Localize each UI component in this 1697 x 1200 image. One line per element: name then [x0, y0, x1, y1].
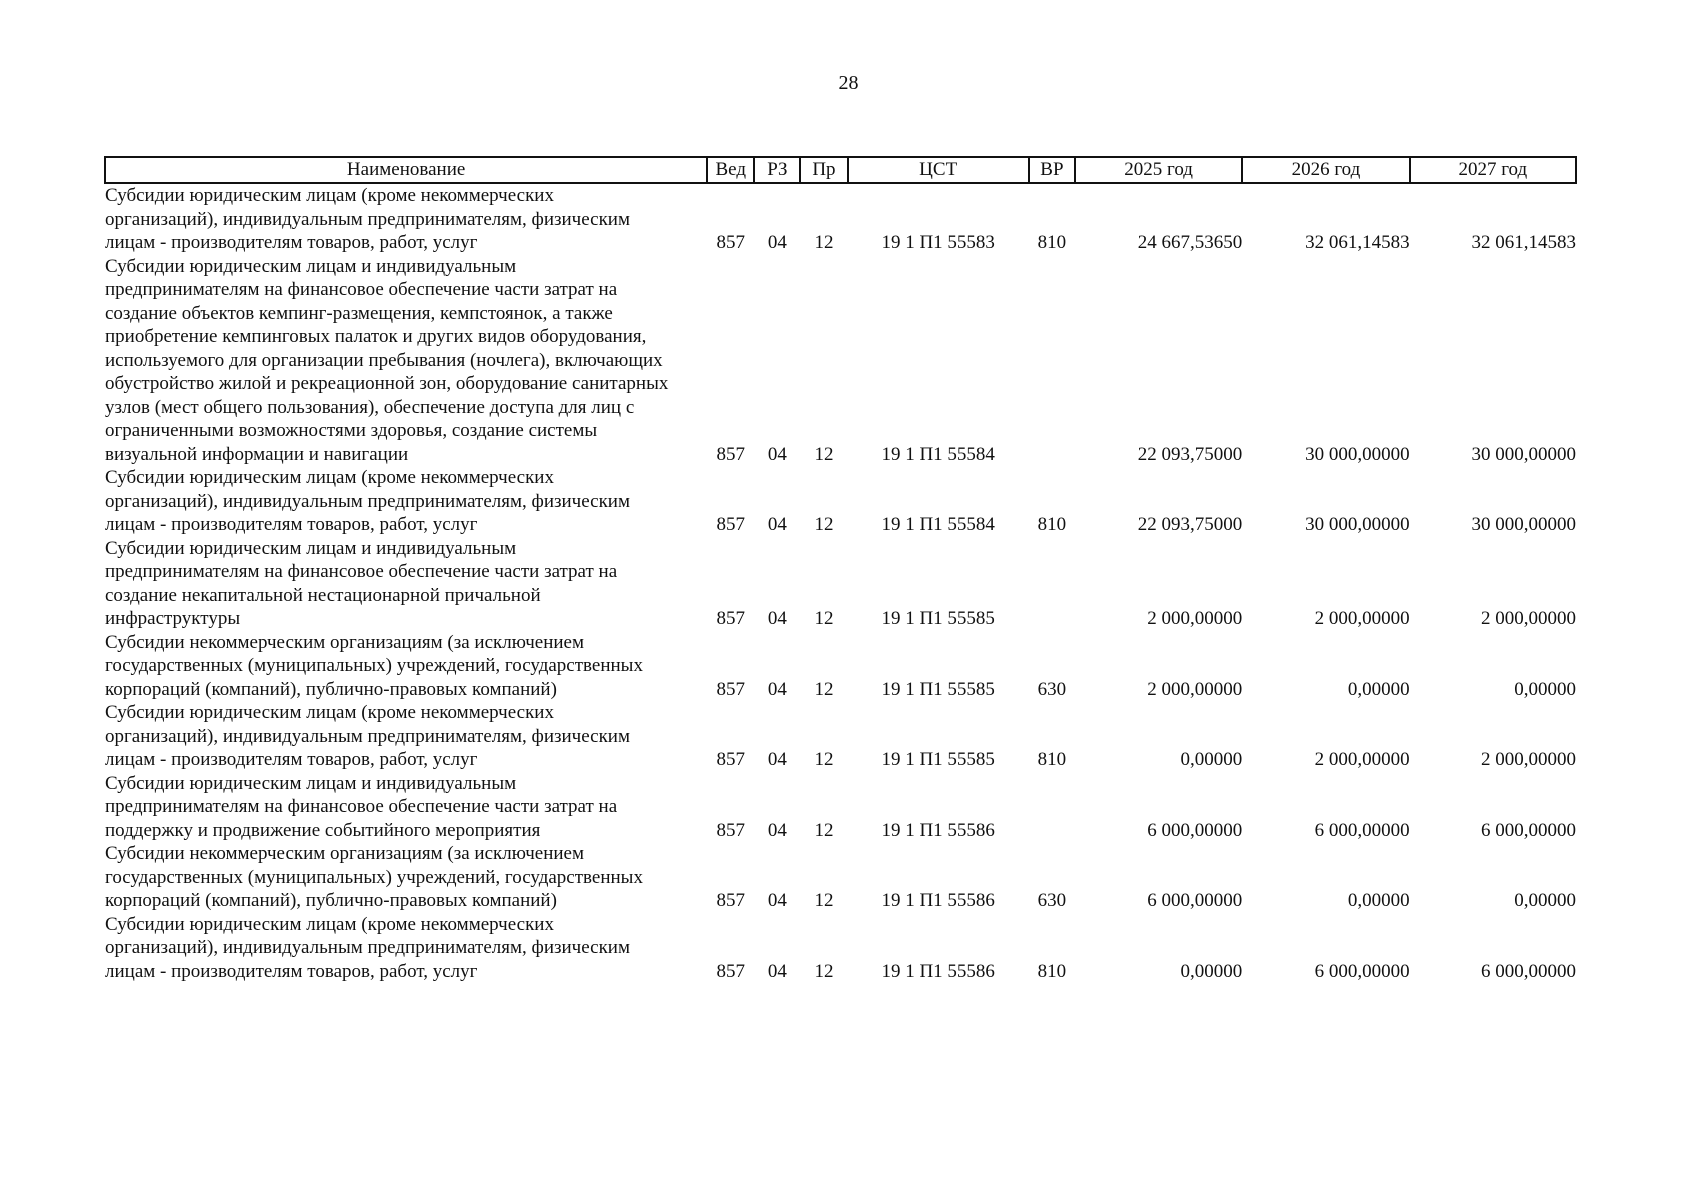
name-line: создание объектов кемпинг-размещения, кемпстоянок, а также: [105, 302, 613, 324]
cell-cst: 19 1 П1 55585: [881, 749, 995, 770]
table-body: [105, 183, 1576, 983]
cell-pr: 12: [814, 443, 834, 465]
cell-rz: 04: [767, 960, 787, 982]
table-row: [105, 772, 1576, 843]
cell-rz: 04: [767, 443, 787, 465]
name-line: Субсидии юридическим лицам (кроме некоммерческих: [105, 185, 554, 206]
cell-2026: 0,00000: [1347, 890, 1410, 911]
cell-ved: 857: [716, 608, 746, 629]
table-row: [105, 913, 1576, 984]
cell-2025: 24 667,53650: [1137, 232, 1243, 253]
name-line: организаций), индивидуальным предпринимателям, физическим: [105, 937, 630, 958]
name-line: приобретение кемпинговых палаток и других видов оборудования,: [105, 326, 647, 347]
cell-vr: 810: [1037, 232, 1067, 253]
header-2025: 2025 год: [1075, 157, 1242, 183]
table-row: [105, 466, 1576, 537]
cell-name: [105, 183, 707, 255]
name-line: лицам - производителям товаров, работ, услуг: [105, 514, 478, 535]
name-line: предпринимателям на финансовое обеспечение части затрат на: [105, 796, 618, 817]
cell-2025: 0,00000: [1180, 749, 1243, 770]
cell-2025: 6 000,00000: [1147, 890, 1243, 911]
name-line: инфраструктуры: [105, 608, 241, 629]
cell-2025: 22 093,75000: [1137, 443, 1243, 465]
name-line: государственных (муниципальных) учреждений, государственных: [105, 655, 643, 676]
header-pr: Пр: [800, 157, 847, 183]
name-line: Субсидии юридическим лицам и индивидуальным: [105, 255, 517, 277]
cell-ved: 857: [716, 232, 746, 253]
name-line: Субсидии юридическим лицам (кроме некоммерческих: [105, 702, 554, 723]
cell-pr: 12: [814, 514, 834, 535]
cell-cst: 19 1 П1 55586: [881, 819, 995, 841]
cell-ved: 857: [716, 678, 746, 700]
page-number: 28: [838, 72, 859, 94]
cell-rz: 04: [767, 819, 787, 841]
header-ved: Вед: [707, 157, 754, 183]
cell-pr: 12: [814, 232, 834, 253]
cell-vr: [1029, 255, 1075, 467]
cell-2026: 0,00000: [1347, 678, 1410, 700]
cell-2026: 2 000,00000: [1314, 749, 1410, 770]
cell-vr: 630: [1037, 890, 1067, 911]
name-line: визуальной информации и навигации: [105, 443, 409, 465]
table-row: [105, 183, 1576, 255]
cell-vr: 810: [1037, 749, 1067, 770]
header-2027: 2027 год: [1410, 157, 1576, 183]
name-line: ограниченными возможностями здоровья, создание системы: [105, 420, 598, 441]
cell-pr: 12: [814, 890, 834, 911]
name-line: организаций), индивидуальным предпринимателям, физическим: [105, 490, 630, 512]
cell-ved: 857: [716, 749, 746, 770]
cell-cst: 19 1 П1 55585: [881, 608, 995, 629]
cell-rz: 04: [767, 678, 787, 700]
cell-2025: 2 000,00000: [1147, 608, 1243, 629]
cell-2025: 6 000,00000: [1147, 819, 1243, 841]
cell-2027: 6 000,00000: [1481, 819, 1576, 841]
cell-pr: 12: [814, 819, 834, 841]
name-line: корпораций (компаний), публично-правовых компаний): [105, 678, 557, 700]
table-row: [105, 842, 1576, 913]
cell-2027: 0,00000: [1514, 678, 1576, 700]
name-line: организаций), индивидуальным предпринимателям, физическим: [105, 208, 630, 230]
cell-2026: 6 000,00000: [1314, 819, 1410, 841]
cell-rz: 04: [767, 232, 787, 253]
name-line: организаций), индивидуальным предпринимателям, физическим: [105, 725, 630, 747]
name-line: государственных (муниципальных) учреждений, государственных: [105, 866, 643, 888]
cell-ved: 857: [716, 890, 746, 911]
table-row: [105, 537, 1576, 631]
cell-2026: 30 000,00000: [1305, 514, 1410, 535]
header-2026: 2026 год: [1242, 157, 1409, 183]
name-line: обустройство жилой и рекреационной зон, оборудование санитарных: [105, 373, 669, 394]
header-name: Наименование: [105, 157, 707, 183]
cell-name: [105, 842, 707, 913]
name-line: лицам - производителям товаров, работ, услуг: [105, 960, 478, 982]
cell-2026: 30 000,00000: [1305, 443, 1410, 465]
table-row: [105, 701, 1576, 772]
cell-2025: 0,00000: [1180, 960, 1243, 982]
cell-pr: 12: [814, 960, 834, 982]
cell-2025: 22 093,75000: [1137, 514, 1243, 535]
name-line: предпринимателям на финансовое обеспечение части затрат на: [105, 279, 618, 300]
cell-name: [105, 255, 707, 467]
name-line: создание некапитальной нестационарной причальной: [105, 584, 541, 606]
name-line: Субсидии юридическим лицам и индивидуальным: [105, 537, 517, 559]
name-line: Субсидии некоммерческим организациям (за исключением: [105, 843, 584, 864]
header-cst: ЦСТ: [848, 157, 1029, 183]
cell-vr: 810: [1037, 960, 1067, 982]
budget-table: [104, 156, 1577, 983]
table-row: [105, 255, 1576, 467]
cell-pr: 12: [814, 678, 834, 700]
cell-2026: 2 000,00000: [1314, 608, 1410, 629]
cell-2027: 2 000,00000: [1481, 749, 1576, 770]
cell-2027: 0,00000: [1514, 890, 1576, 911]
cell-2027: 32 061,14583: [1471, 232, 1576, 253]
cell-rz: 04: [767, 749, 787, 770]
cell-cst: 19 1 П1 55585: [881, 678, 995, 700]
name-line: предпринимателям на финансовое обеспечение части затрат на: [105, 561, 618, 582]
cell-rz: 04: [767, 890, 787, 911]
cell-ved: 857: [716, 443, 746, 465]
name-line: Субсидии юридическим лицам (кроме некоммерческих: [105, 467, 554, 488]
cell-ved: 857: [716, 960, 746, 982]
name-line: узлов (мест общего пользования), обеспечение доступа для лиц с: [105, 396, 635, 418]
cell-rz: 04: [767, 514, 787, 535]
cell-rz: 04: [767, 608, 787, 629]
cell-cst: 19 1 П1 55586: [881, 890, 995, 911]
cell-ved: 857: [716, 819, 746, 841]
cell-vr: 630: [1037, 678, 1067, 700]
name-line: Субсидии юридическим лицам (кроме некоммерческих: [105, 913, 554, 935]
cell-cst: 19 1 П1 55583: [881, 232, 995, 253]
cell-2027: 2 000,00000: [1481, 608, 1576, 629]
cell-2027: 6 000,00000: [1481, 960, 1576, 982]
cell-2026: 6 000,00000: [1314, 960, 1410, 982]
name-line: лицам - производителям товаров, работ, услуг: [105, 749, 478, 770]
table-header-row: [105, 157, 1576, 183]
cell-2025: 2 000,00000: [1147, 678, 1243, 700]
cell-2027: 30 000,00000: [1471, 443, 1576, 465]
name-line: корпораций (компаний), публично-правовых компаний): [105, 890, 557, 911]
cell-name: [105, 772, 707, 843]
cell-vr: [1029, 537, 1075, 631]
header-rz: РЗ: [754, 157, 800, 183]
cell-ved: 857: [716, 514, 746, 535]
name-line: Субсидии юридическим лицам и индивидуальным: [105, 772, 517, 794]
cell-vr: 810: [1037, 514, 1067, 535]
cell-2026: 32 061,14583: [1305, 232, 1410, 253]
name-line: лицам - производителям товаров, работ, услуг: [105, 232, 478, 253]
table-row: [105, 631, 1576, 702]
cell-name: [105, 466, 707, 537]
cell-cst: 19 1 П1 55586: [881, 960, 995, 982]
cell-cst: 19 1 П1 55584: [881, 514, 995, 535]
cell-vr: [1029, 772, 1075, 843]
cell-pr: 12: [814, 749, 834, 770]
cell-name: [105, 631, 707, 702]
name-line: используемого для организации пребывания (ночлега), включающих: [105, 349, 663, 371]
cell-2027: 30 000,00000: [1471, 514, 1576, 535]
cell-name: [105, 701, 707, 772]
cell-name: [105, 537, 707, 631]
cell-cst: 19 1 П1 55584: [881, 443, 995, 465]
cell-pr: 12: [814, 608, 834, 629]
cell-name: [105, 913, 707, 984]
name-line: поддержку и продвижение событийного мероприятия: [105, 819, 541, 841]
header-vr: ВР: [1029, 157, 1075, 183]
name-line: Субсидии некоммерческим организациям (за исключением: [105, 631, 584, 653]
